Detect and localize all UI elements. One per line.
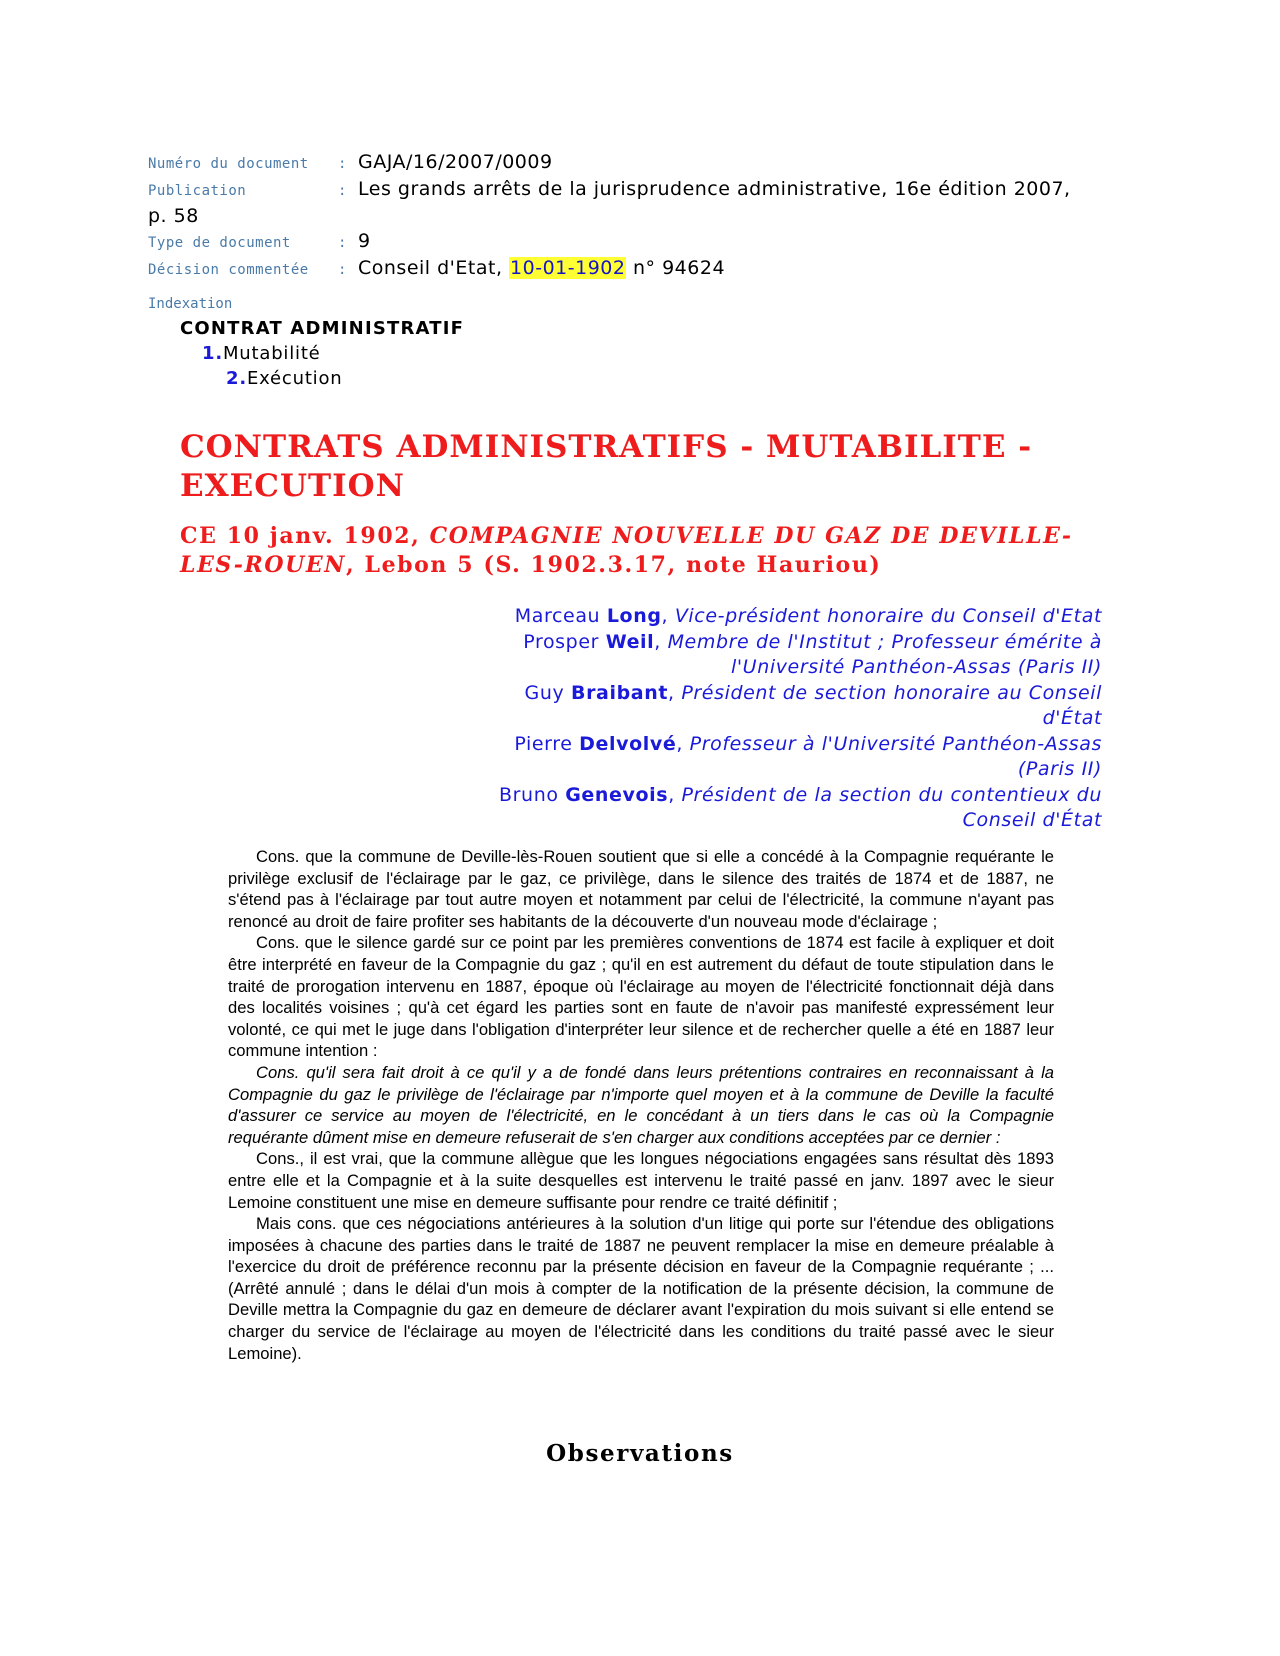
publication-value: Les grands arrêts de la jurisprudence administrative, 16e édition 2007,	[358, 178, 1071, 200]
publication-value-continued: p. 58	[148, 205, 199, 227]
indexation-label: Indexation	[148, 296, 233, 312]
decision-prefix: Conseil d'Etat,	[358, 257, 503, 279]
decision-subtitle: CE 10 janv. 1902, COMPAGNIE NOUVELLE DU GAZ DE DEVILLE-LES-ROUEN, Lebon 5 (S. 1902.3.17, note Hauriou)	[180, 523, 1073, 578]
publication-label: Publication	[148, 183, 247, 199]
authors-list	[482, 604, 1102, 834]
doc-type-label: Type de document	[148, 235, 291, 251]
decision-label: Décision commentée	[148, 262, 309, 278]
decision-text	[228, 846, 1054, 1364]
meta-publication: Publication : Les grands arrêts de la jurisprudence administrative, 16e édition 2007,	[148, 177, 1148, 204]
paragraph: Cons. que le silence gardé sur ce point par les premières conventions de 1874 est facile à expliquer et doit être interprété en faveur de la Compagnie du gaz ; qu'il en est autrement du défaut de toute stipulation dans le traité de prorogation intervenu en 1887, époque où l'éclairage au moyen de l'électricité fonctionnait déjà dans des localités voisines ; qu'à cet égard les parties sont en faute de n'avoir pas manifesté expressément leur volonté, ce qui met le juge dans l'obligation d'interpréter leur silence et de rechercher quelle a été en 1887 leur commune intention :	[228, 933, 1054, 1061]
meta-decision: Décision commentée : Conseil d'Etat, 10-01-1902 n° 94624	[148, 256, 1148, 283]
meta-doc-type: Type de document : 9	[148, 229, 1148, 256]
decision-date-highlight: 10-01-1902	[510, 257, 626, 279]
paragraph-italic: Cons. qu'il sera fait droit à ce qu'il y a de fondé dans leurs prétentions contraires en reconnaissant à la Compagnie du gaz le privilège de l'éclairage par n'importe quel moyen et à la commune de Deville la faculté d'assurer ce service au moyen de l'électricité, en le concédant à un tiers dans le cas où la Compagnie requérante dûment mise en demeure refuserait de s'en charger aux conditions acceptées par ce dernier :	[228, 1062, 1054, 1147]
author-entry: Prosper Weil, Membre de l'Institut ; Professeur émérite à l'Université Panthéon-Assas (Paris II)	[523, 630, 1102, 678]
doc-number-value: GAJA/16/2007/0009	[358, 151, 553, 173]
meta-doc-number: Numéro du document : GAJA/16/2007/0009	[148, 150, 1148, 177]
decision-number: n° 94624	[633, 257, 726, 279]
author-entry: Guy Braibant, Président de section honoraire au Conseil d'État	[524, 681, 1102, 729]
doc-number-label: Numéro du document	[148, 156, 309, 172]
paragraph: Cons., il est vrai, que la commune allègue que les longues négociations engagées sans résultat dès 1893 entre elle et la Compagnie et à la suite desquelles est intervenu le traité passé en janv. 1897 avec le sieur Lemoine constituent une mise en demeure suffisante pour rendre ce traité définitif ;	[228, 1149, 1054, 1212]
indexation-item-1: 1.Mutabilité	[202, 343, 321, 364]
paragraph: Mais cons. que ces négociations antérieures à la solution d'un litige qui porte sur l'étendue des obligations imposées à chacune des parties dans le traité de 1887 ne peuvent remplacer la mise en demeure préalable à l'exercice du droit de préférence reconnu par la présente décision en faveur de la Compagnie requérante ; ... (Arrêté annulé ; dans le délai d'un mois à compter de la notification de la présente décision, la commune de Deville mettra la Compagnie du gaz en demeure de déclarer avant l'expiration du mois suivant si elle entend se charger du service de l'éclairage au moyen de l'électricité dans les conditions du traité passé avec le sieur Lemoine).	[228, 1214, 1054, 1363]
indexation-item-2: 2.Exécution	[226, 368, 343, 389]
document-metadata	[148, 150, 1148, 283]
author-entry: Bruno Genevois, Président de la section du contentieux du Conseil d'État	[499, 783, 1102, 831]
indexation-main: CONTRAT ADMINISTRATIF	[180, 318, 465, 339]
paragraph: Cons. que la commune de Deville-lès-Rouen soutient que si elle a concédé à la Compagnie requérante le privilège exclusif de l'éclairage par le gaz, ce privilège, dans le silence des traités de 1874 et de 1887, ne s'étend pas à l'éclairage par tout autre moyen et notamment par celui de l'électricité, la commune n'ayant pas renoncé au droit de faire profiter ses habitants de la découverte d'un nouveau mode d'éclairage ;	[228, 847, 1054, 931]
doc-type-value: 9	[358, 230, 371, 252]
author-entry: Marceau Long, Vice-président honoraire du Conseil d'Etat	[514, 605, 1102, 627]
author-entry: Pierre Delvolvé, Professeur à l'Université Panthéon-Assas (Paris II)	[514, 732, 1102, 780]
observations-heading: Observations	[546, 1440, 734, 1467]
page-title: CONTRATS ADMINISTRATIFS - MUTABILITE - EXECUTION	[180, 429, 1033, 504]
